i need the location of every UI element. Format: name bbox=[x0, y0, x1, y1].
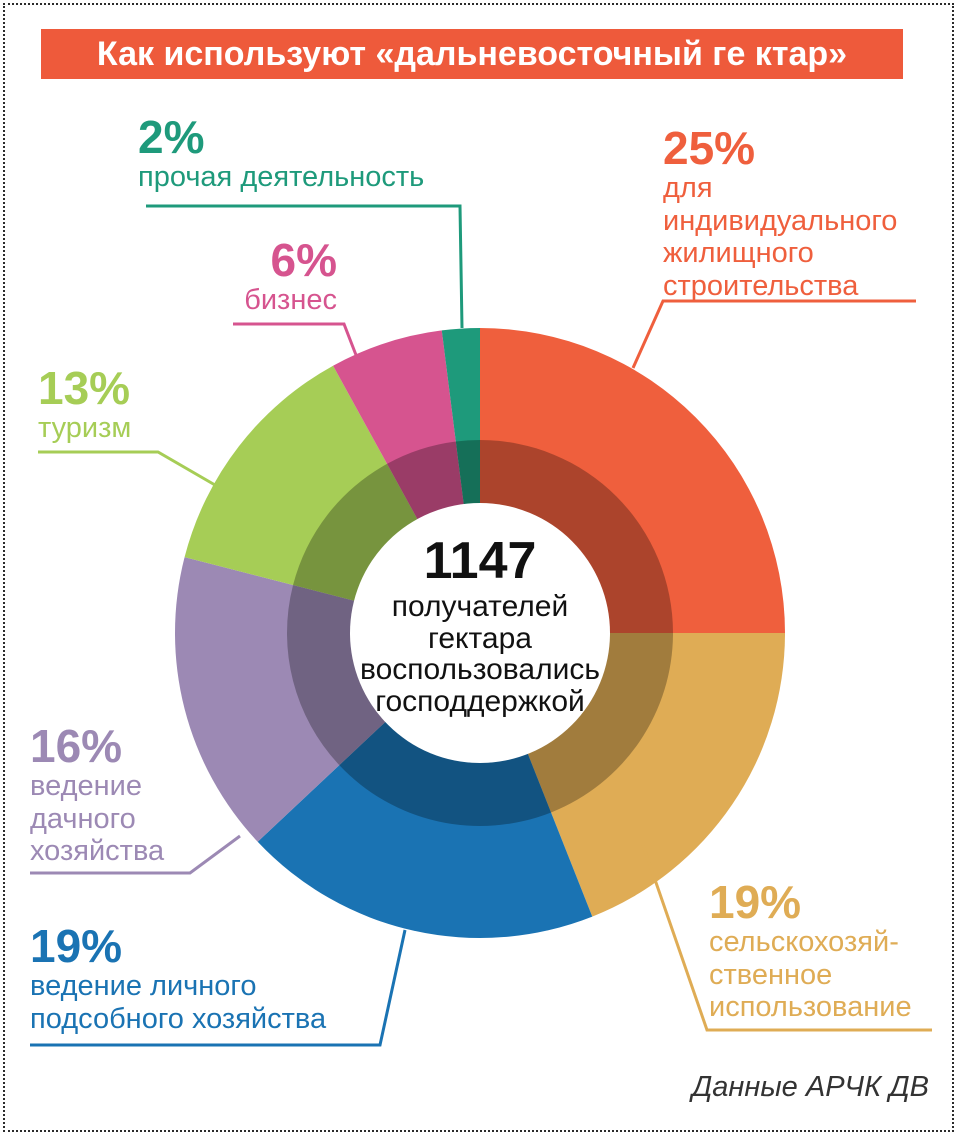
desc-housing-3: жилищного bbox=[663, 237, 814, 270]
desc-other-1: прочая деятельность bbox=[138, 161, 425, 194]
center-text bbox=[300, 532, 660, 718]
label-dacha bbox=[30, 722, 164, 868]
desc-housing-4: строительства bbox=[663, 269, 859, 302]
pct-tourism: 13% bbox=[38, 362, 131, 414]
desc-personal-1: ведение личного bbox=[30, 970, 257, 1003]
chart-title: Как используют «дальневосточный ге ктар» bbox=[41, 29, 903, 79]
total-description: получателей гектара воспользовались господдержкой bbox=[360, 590, 600, 718]
desc-agri-3: использование bbox=[709, 991, 912, 1024]
desc-agri-2: ственное bbox=[709, 958, 833, 991]
pct-personal: 19% bbox=[30, 920, 123, 972]
pct-housing: 25% bbox=[663, 122, 756, 174]
desc-tourism-1: туризм bbox=[38, 412, 132, 445]
label-business bbox=[237, 236, 337, 317]
pct-other: 2% bbox=[138, 111, 205, 163]
desc-dacha-1: ведение bbox=[30, 770, 142, 803]
label-agri bbox=[709, 878, 912, 1024]
label-tourism bbox=[38, 364, 131, 445]
pct-business: 6% bbox=[270, 234, 337, 286]
pct-dacha: 16% bbox=[30, 720, 123, 772]
total-count: 1147 bbox=[423, 532, 537, 590]
source-note: Данные АРЧК ДВ bbox=[691, 1071, 929, 1103]
pct-agri: 19% bbox=[709, 876, 802, 928]
desc-housing-1: для bbox=[663, 172, 713, 205]
desc-dacha-2: дачного bbox=[30, 802, 136, 835]
desc-dacha-3: хозяйства bbox=[30, 835, 165, 868]
label-personal bbox=[30, 922, 326, 1035]
label-housing bbox=[663, 124, 897, 302]
leader-line-housing bbox=[633, 301, 916, 368]
leader-line-tourism bbox=[38, 452, 215, 485]
label-other bbox=[138, 113, 424, 194]
desc-business-1: бизнес bbox=[244, 284, 337, 317]
desc-personal-2: подсобного хозяйства bbox=[30, 1002, 327, 1035]
leader-line-business bbox=[233, 324, 356, 355]
desc-agri-1: сельскохозяй- bbox=[709, 926, 899, 959]
desc-housing-2: индивидуального bbox=[663, 204, 898, 237]
